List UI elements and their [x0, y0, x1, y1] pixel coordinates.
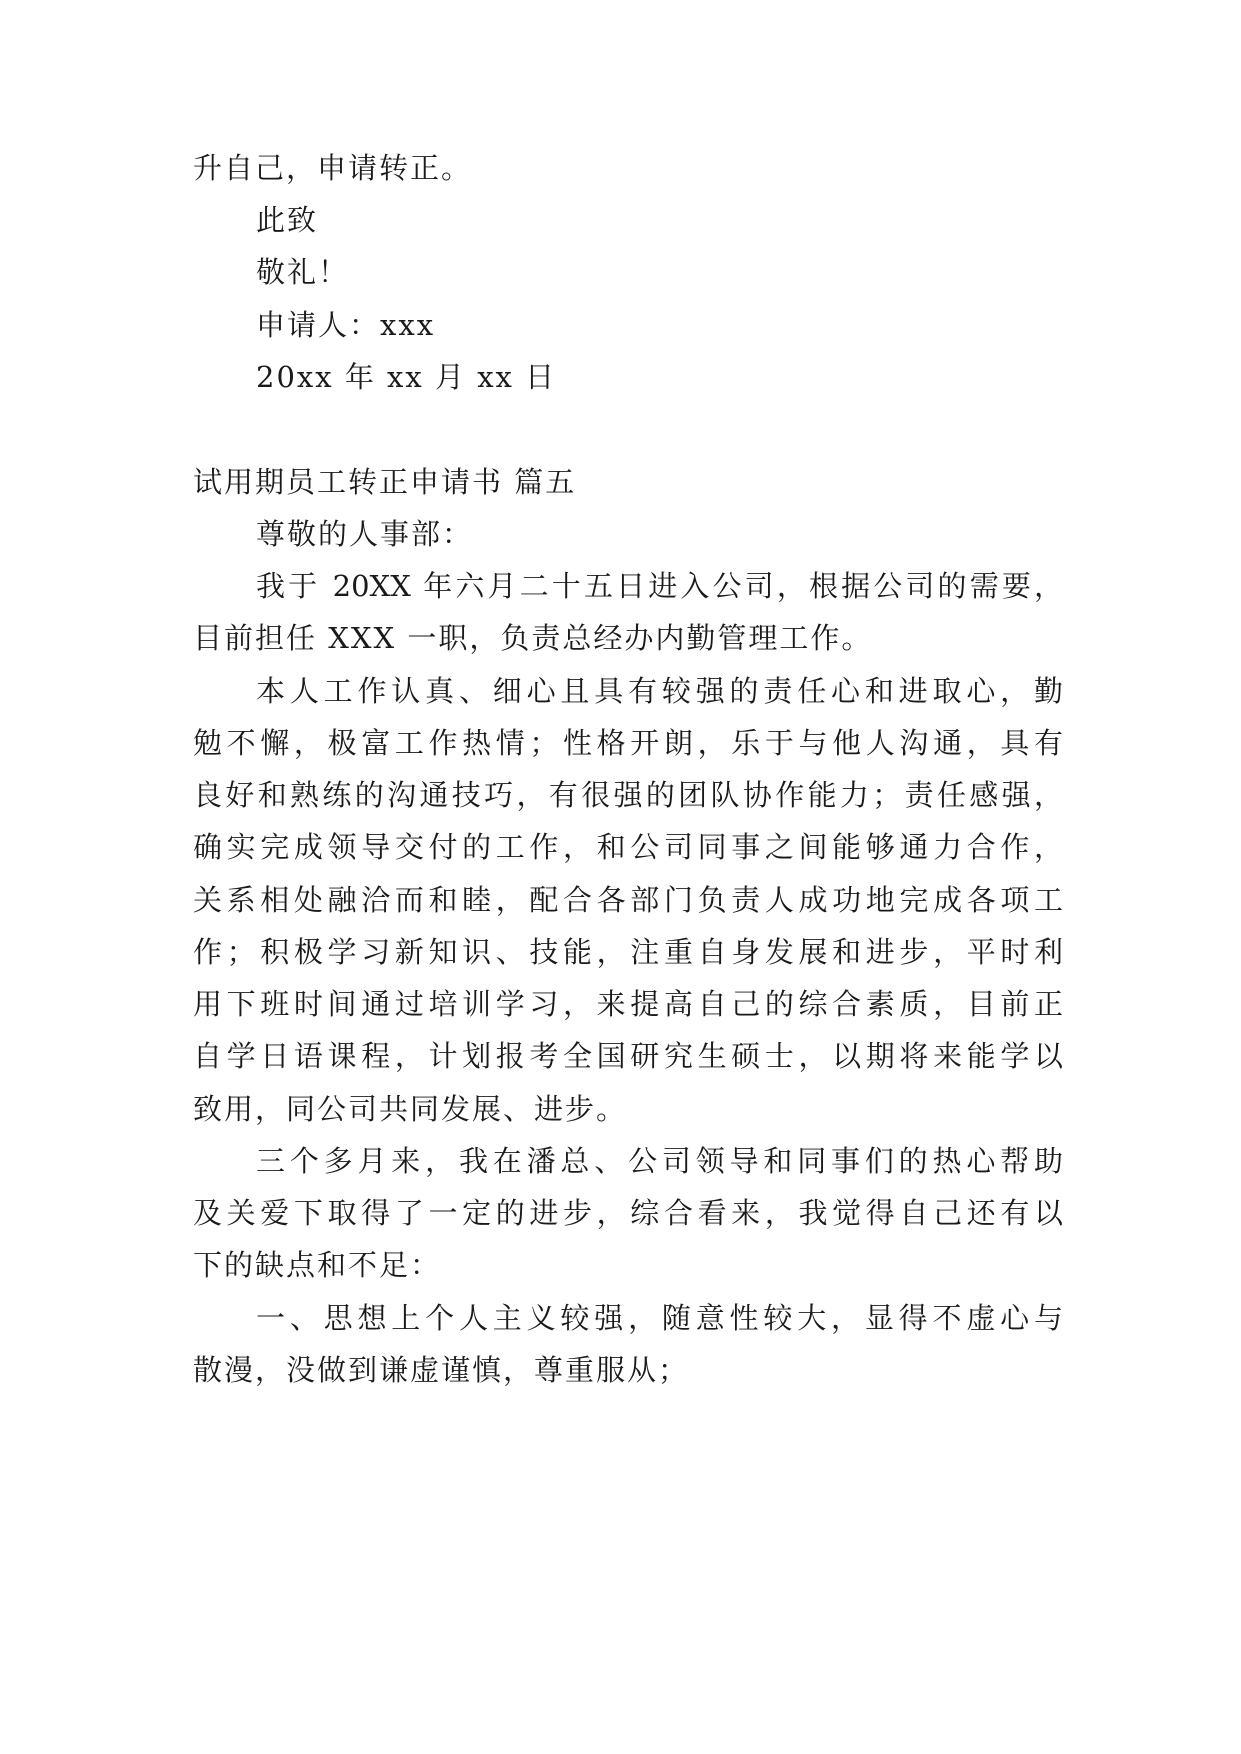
paragraph-2-line: 勉不懈，极富工作热情；性格开朗，乐于与他人沟通，具有: [193, 726, 1063, 760]
applicant-signature: 申请人：xxx: [256, 308, 436, 342]
paragraph-2-line: 致用，同公司共同发展、进步。: [193, 1092, 628, 1126]
paragraph-3-line: 三个多月来，我在潘总、公司领导和同事们的热心帮助: [256, 1144, 1063, 1178]
paragraph-1-line: 我于 20XX 年六月二十五日进入公司，根据公司的需要，: [256, 569, 1063, 603]
paragraph-2-line: 关系相处融洽而和睦，配合各部门负责人成功地完成各项工: [193, 883, 1063, 917]
paragraph-2-line: 用下班时间通过培训学习，来提高自己的综合素质，目前正: [193, 987, 1063, 1021]
application-date: 20xx 年 xx 月 xx 日: [256, 360, 557, 394]
paragraph-4-line: 散漫，没做到谦虚谨慎，尊重服从；: [193, 1353, 690, 1387]
paragraph-2-line: 确实完成领导交付的工作，和公司同事之间能够通力合作，: [193, 830, 1063, 864]
paragraph-2-line: 良好和熟练的沟通技巧，有很强的团队协作能力；责任感强，: [193, 778, 1063, 812]
section-title: 试用期员工转正申请书 篇五: [193, 465, 577, 499]
paragraph-3-line: 及关爱下取得了一定的进步，综合看来，我觉得自己还有以: [193, 1196, 1063, 1230]
paragraph-2-line: 本人工作认真、细心且具有较强的责任心和进取心，勤: [256, 674, 1063, 708]
paragraph-1-line: 目前担任 XXX 一职，负责总经办内勤管理工作。: [193, 621, 873, 655]
greeting: 尊敬的人事部：: [256, 517, 474, 551]
paragraph-4-line: 一、思想上个人主义较强，随意性较大，显得不虚心与: [256, 1301, 1063, 1335]
previous-text-tail: 升自己，申请转正。: [193, 151, 473, 185]
paragraph-2-line: 作；积极学习新知识、技能，注重自身发展和进步，平时利: [193, 935, 1063, 969]
salutation-line-2: 敬礼！: [256, 255, 350, 289]
salutation-line-1: 此致: [256, 203, 319, 237]
paragraph-2-line: 自学日语课程，计划报考全国研究生硕士，以期将来能学以: [193, 1039, 1063, 1073]
paragraph-3-line: 下的缺点和不足：: [193, 1248, 442, 1282]
